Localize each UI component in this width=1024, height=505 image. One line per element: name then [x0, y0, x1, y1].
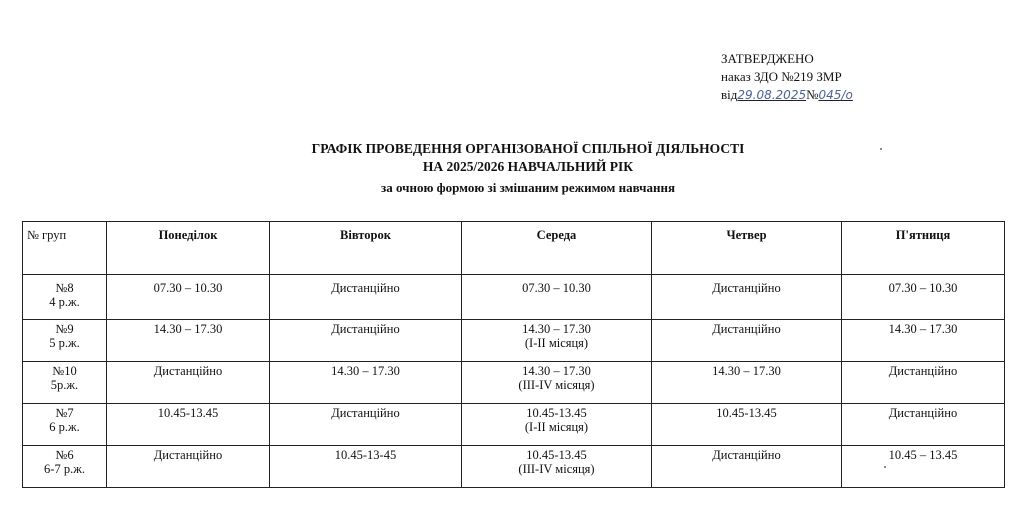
- group-age: 4 р.ж.: [49, 295, 80, 309]
- wednesday-time: 07.30 – 10.30: [522, 281, 591, 295]
- wednesday-cell: [462, 320, 652, 362]
- thursday-cell: Дистанційно: [652, 446, 842, 488]
- scan-speck: [884, 466, 886, 468]
- wednesday-cell: [462, 446, 652, 488]
- group-number: №8: [55, 281, 74, 295]
- header-wednesday: Середа: [462, 222, 652, 275]
- header-friday: П'ятниця: [842, 222, 1005, 275]
- wednesday-cell: [462, 404, 652, 446]
- thursday-cell: 10.45-13.45: [652, 404, 842, 446]
- header-monday: Понеділок: [107, 222, 270, 275]
- wednesday-cell: [462, 275, 652, 320]
- monday-cell: 14.30 – 17.30: [107, 320, 270, 362]
- group-cell: [23, 404, 107, 446]
- title-line-1: ГРАФІК ПРОВЕДЕННЯ ОРГАНІЗОВАНОЇ СПІЛЬНОЇ ДІЯЛЬНОСТІ: [311, 141, 745, 156]
- table-row: [23, 446, 1005, 488]
- title-subtitle: за очною формою зі змішаним режимом навчання: [380, 180, 675, 195]
- tuesday-cell: 10.45-13-45: [270, 446, 462, 488]
- friday-cell: 14.30 – 17.30: [842, 320, 1005, 362]
- thursday-cell: Дистанційно: [652, 275, 842, 320]
- tuesday-cell: 14.30 – 17.30: [270, 362, 462, 404]
- wednesday-time: 10.45-13.45: [526, 448, 587, 462]
- approval-date: 29.08.2025: [737, 88, 807, 102]
- title-line-2: НА 2025/2026 НАВЧАЛЬНИЙ РІК: [422, 159, 634, 174]
- approval-stamp: [721, 50, 853, 104]
- group-age: 5 р.ж.: [49, 336, 80, 350]
- group-number: №9: [55, 322, 74, 336]
- wednesday-cell: [462, 362, 652, 404]
- wednesday-time: 14.30 – 17.30: [522, 364, 591, 378]
- wednesday-note: (І-ІІ місяця): [524, 420, 589, 434]
- monday-cell: Дистанційно: [107, 446, 270, 488]
- approval-order: наказ ЗДО №219 ЗМР: [721, 69, 842, 84]
- approval-title: ЗАТВЕРДЖЕНО: [721, 51, 814, 66]
- friday-cell: Дистанційно: [842, 362, 1005, 404]
- friday-cell: 07.30 – 10.30: [842, 275, 1005, 320]
- monday-cell: 07.30 – 10.30: [107, 275, 270, 320]
- group-age: 6-7 р.ж.: [44, 462, 85, 476]
- wednesday-note: (ІІІ-ІV місяця): [518, 462, 595, 476]
- approval-number: 045/о: [818, 88, 853, 102]
- group-cell: [23, 275, 107, 320]
- approval-date-line: [721, 86, 853, 104]
- approval-number-label: №: [806, 87, 819, 102]
- table-row: [23, 320, 1005, 362]
- schedule-table: [22, 221, 1005, 488]
- header-group: № груп: [23, 222, 107, 275]
- tuesday-cell: Дистанційно: [270, 275, 462, 320]
- header-thursday: Четвер: [652, 222, 842, 275]
- tuesday-cell: Дистанційно: [270, 320, 462, 362]
- table-header-row: [23, 222, 1005, 275]
- tuesday-cell: Дистанційно: [270, 404, 462, 446]
- scan-speck: [880, 148, 882, 150]
- friday-cell: Дистанційно: [842, 404, 1005, 446]
- monday-cell: Дистанційно: [107, 362, 270, 404]
- friday-cell: 10.45 – 13.45: [842, 446, 1005, 488]
- wednesday-note: (ІІІ-ІV місяця): [518, 378, 595, 392]
- table-row: [23, 275, 1005, 320]
- approval-from-label: від: [721, 87, 738, 102]
- wednesday-time: 14.30 – 17.30: [522, 322, 591, 336]
- group-age: 5р.ж.: [50, 378, 79, 392]
- wednesday-time: 10.45-13.45: [526, 406, 587, 420]
- group-number: №10: [52, 364, 77, 378]
- thursday-cell: Дистанційно: [652, 320, 842, 362]
- header-tuesday: Вівторок: [270, 222, 462, 275]
- group-number: №6: [55, 448, 74, 462]
- thursday-cell: 14.30 – 17.30: [652, 362, 842, 404]
- group-age: 6 р.ж.: [49, 420, 80, 434]
- group-cell: [23, 320, 107, 362]
- table-row: [23, 404, 1005, 446]
- document-title: [0, 140, 1024, 197]
- table-row: [23, 362, 1005, 404]
- group-cell: [23, 446, 107, 488]
- monday-cell: 10.45-13.45: [107, 404, 270, 446]
- group-number: №7: [55, 406, 74, 420]
- wednesday-note: (І-ІІ місяця): [524, 336, 589, 350]
- group-cell: [23, 362, 107, 404]
